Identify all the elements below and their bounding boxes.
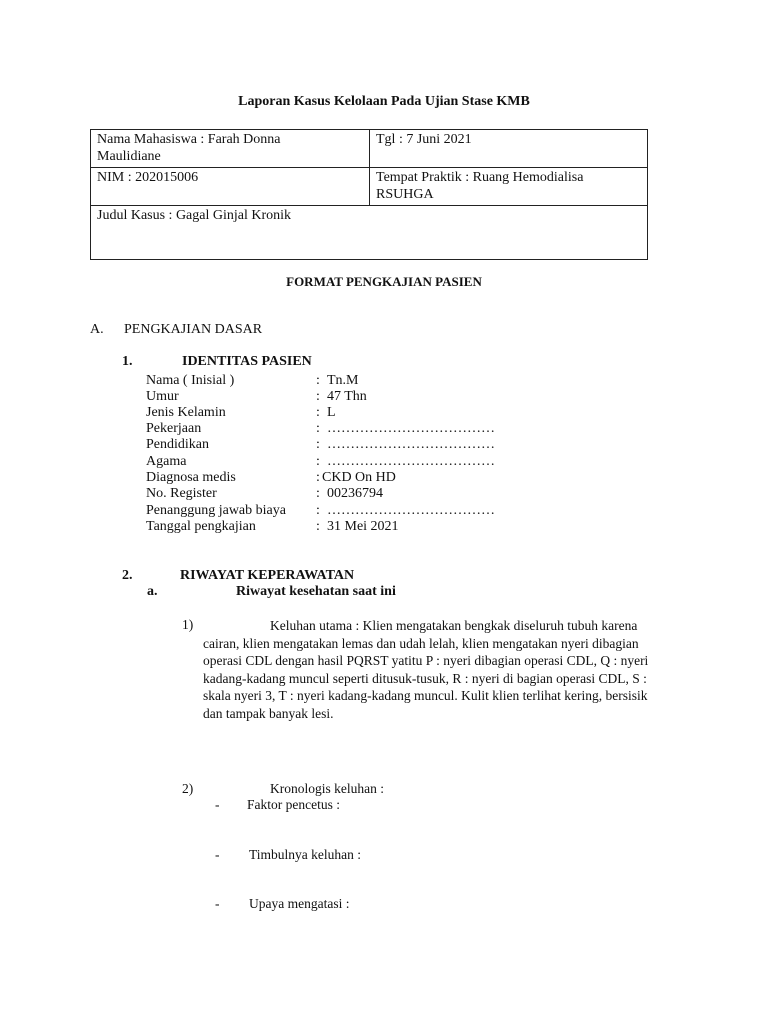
bullet-dash: - (215, 847, 220, 862)
bullet-dash: - (215, 797, 220, 812)
student-name-line-2: Maulidiane (97, 149, 161, 164)
student-info-table (90, 129, 648, 260)
identity-colon: : (316, 470, 320, 485)
format-title: FORMAT PENGKAJIAN PASIEN (286, 274, 482, 289)
main-complaint-paragraph (203, 617, 663, 723)
paragraph-line: dan tampak banyak lesi. (203, 705, 334, 721)
date-cell (370, 130, 648, 168)
identity-label: Pekerjaan (146, 421, 202, 436)
student-name-cell (91, 130, 370, 168)
case-title-text: Judul Kasus : Gagal Ginjal Kronik (97, 208, 292, 223)
subsection-a-heading: Riwayat kesehatan saat ini (236, 584, 396, 599)
bullet-coping-effort: Upaya mengatasi : (249, 896, 350, 911)
identity-label: Nama ( Inisial ) (146, 373, 235, 388)
nim-cell (91, 168, 370, 206)
practice-place-cell (370, 168, 648, 206)
item-2-marker: 2) (182, 781, 194, 796)
identity-value: Tn.M (327, 373, 359, 388)
subsection-a-marker: a. (147, 584, 158, 599)
practice-place-line-1: Tempat Praktik : Ruang Hemodialisa (376, 170, 584, 185)
paragraph-line: kadang-kadang muncul seperti ditusuk-tusuk, R : nyeri di bagian operasi CDL, S : (203, 670, 647, 686)
identity-label: Pendidikan (146, 437, 209, 452)
bullet-dash: - (215, 896, 220, 911)
section-1-heading: IDENTITAS PASIEN (182, 354, 312, 369)
identity-colon: : (316, 405, 320, 420)
identity-colon: : (316, 503, 320, 518)
date-text: Tgl : 7 Juni 2021 (376, 132, 472, 147)
section-2-marker: 2. (122, 568, 133, 583)
section-a-marker: A. (90, 322, 104, 337)
paragraph-line: Keluhan utama : Klien mengatakan bengkak diseluruh tubuh karena (270, 618, 638, 633)
identity-value: L (327, 405, 336, 420)
report-title: Laporan Kasus Kelolaan Pada Ujian Stase KMB (238, 94, 530, 109)
item-1-marker: 1) (182, 617, 194, 632)
identity-label: Umur (146, 389, 179, 404)
paragraph-line: operasi CDL dengan hasil PQRST yatitu P : nyeri dibagian operasi CDL, Q : nyeri (203, 653, 649, 669)
identity-colon: : (316, 373, 320, 388)
identity-colon: : (316, 486, 320, 501)
student-name-line-1: Nama Mahasiswa : Farah Donna (97, 132, 281, 147)
identity-colon: : (316, 454, 320, 469)
identity-label: Diagnosa medis (146, 470, 236, 485)
section-a-heading: PENGKAJIAN DASAR (124, 322, 263, 337)
section-1-marker: 1. (122, 354, 133, 369)
section-2-heading: RIWAYAT KEPERAWATAN (180, 568, 355, 583)
identity-value: CKD On HD (322, 470, 396, 485)
identity-label: Penanggung jawab biaya (146, 503, 286, 518)
identity-label: No. Register (146, 486, 217, 501)
identity-colon: : (316, 389, 320, 404)
bullet-trigger-factor: Faktor pencetus : (247, 797, 340, 812)
identity-value: 47 Thn (327, 389, 367, 404)
identity-colon: : (316, 519, 320, 534)
identity-label: Agama (146, 454, 187, 469)
identity-value: 00236794 (327, 486, 383, 501)
paragraph-line: cairan, klien mengatakan lemas dan udah lelah, klien mengatakan nyeri dibagian (203, 635, 639, 651)
item-2-heading: Kronologis keluhan : (270, 781, 384, 796)
identity-value: ……………………………… (327, 454, 495, 469)
nim-text: NIM : 202015006 (97, 170, 199, 185)
identity-value: ……………………………… (327, 421, 495, 436)
paragraph-line: skala nyeri 3, T : nyeri kadang-kadang muncul. Kulit klien terlihat kering, bersisik (203, 688, 648, 704)
identity-value: 31 Mei 2021 (327, 519, 399, 534)
identity-label: Jenis Kelamin (146, 405, 226, 420)
identity-value: ……………………………… (327, 503, 495, 518)
identity-value: ……………………………… (327, 437, 495, 452)
bullet-complaint-onset: Timbulnya keluhan : (249, 847, 362, 862)
case-title-cell (91, 206, 648, 260)
identity-colon: : (316, 421, 320, 436)
identity-label: Tanggal pengkajian (146, 519, 256, 534)
identity-colon: : (316, 437, 320, 452)
practice-place-line-2: RSUHGA (376, 187, 434, 202)
